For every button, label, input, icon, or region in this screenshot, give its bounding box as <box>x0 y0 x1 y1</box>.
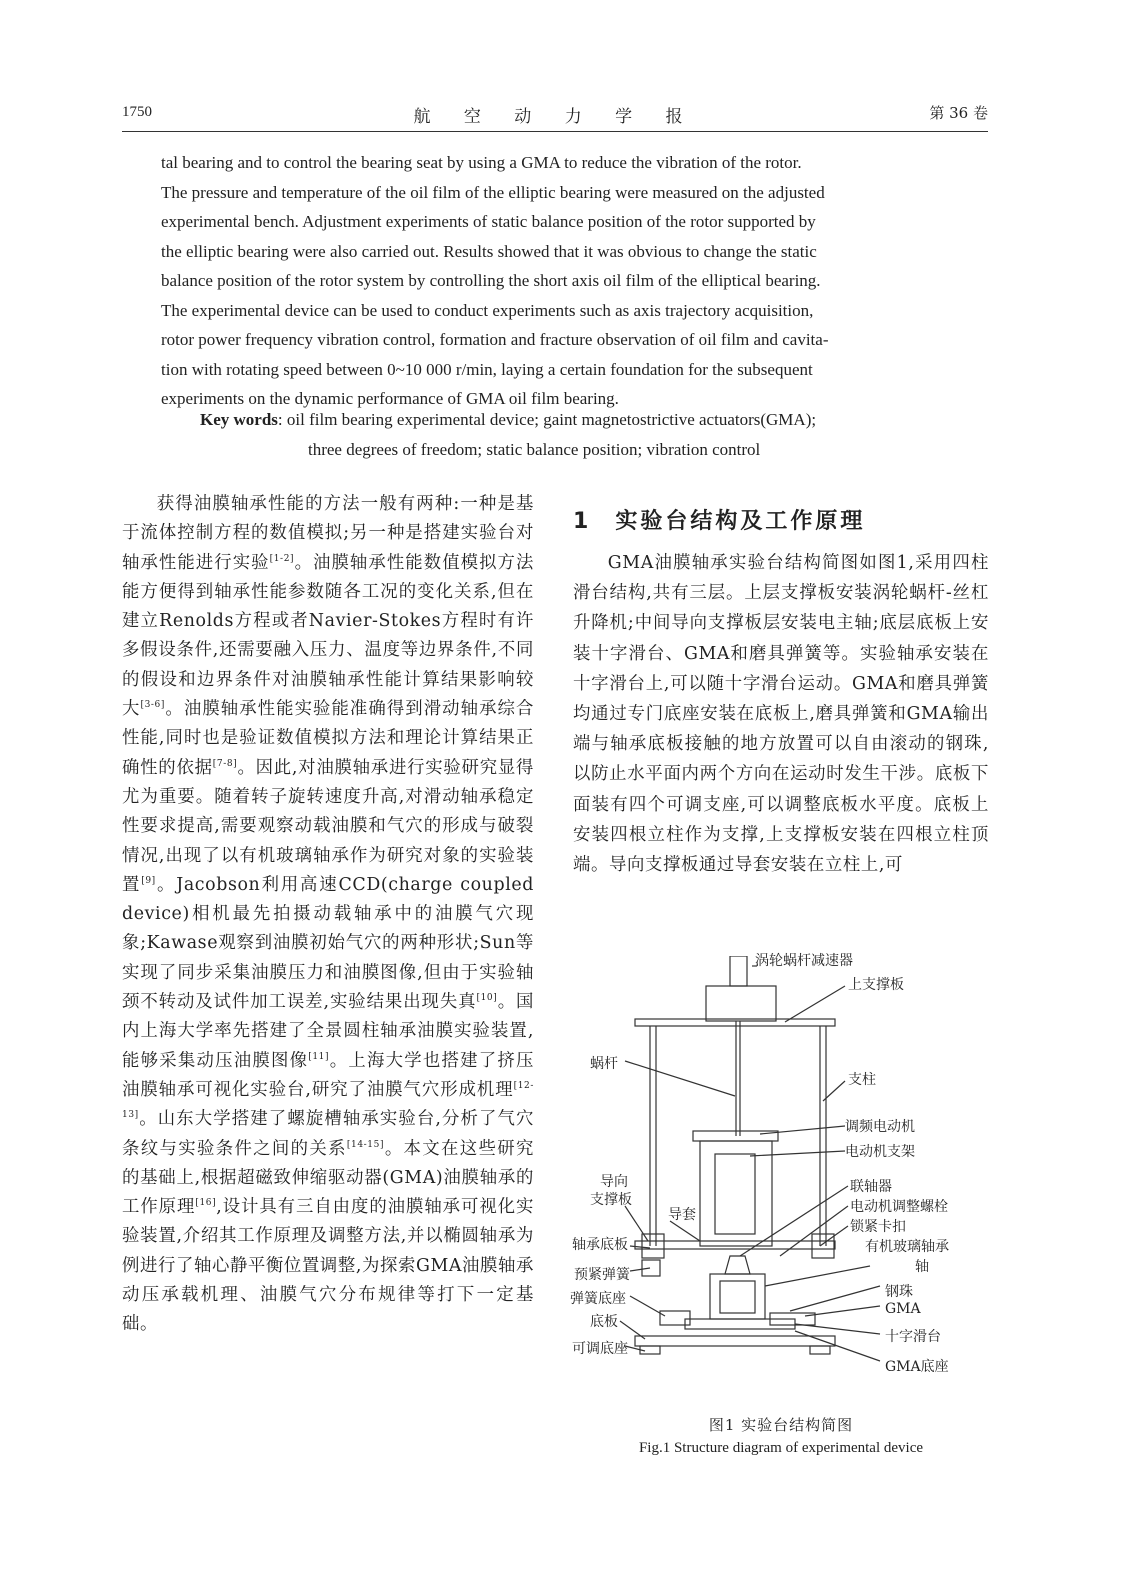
figure-caption-chinese: 图1 实验台结构简图 <box>708 1416 854 1434</box>
reducer-shaft <box>730 956 747 986</box>
keywords-line-1: : oil film bearing experimental device; gaint magnetostrictive actuators(GMA); <box>277 410 817 429</box>
figure-structure-diagram <box>570 953 990 1391</box>
label-glass-bearing-2: 轴 <box>915 1259 929 1275</box>
label-preload-spring: 预紧弹簧 <box>574 1267 630 1283</box>
leader-line <box>785 986 845 1022</box>
label-spring-base: 弹簧底座 <box>570 1291 626 1307</box>
guide-sleeve-right <box>812 1234 834 1258</box>
reducer-housing <box>706 986 776 1021</box>
abstract-line: experimental bench. Adjustment experiments of static balance position of the rotor supported by <box>161 212 816 231</box>
section-paragraph: GMA油膜轴承实验台结构简图如图1,采用四柱滑台结构,共有三层。上层支撑板安装涡轮蜗杆-丝杠升降机;中间导向支撑板层安装电主轴;底层底板上安装十字滑台、GMA和磨具弹簧等。实验轴承安装在十字滑台上,可以随十字滑台运动。GMA和磨具弹簧均通过专门底座安装在底板上,磨具弹簧和GMA输出端与轴承底板接触的地方放置可以自由滚动的钢珠,以防止水平面内两个方向在运动时发生干涉。底板下面装有四个可调支座,可以调整底板水平度。底板上安装四根立柱作为支撑,上支撑板安装在四根立柱顶端。导向支撑板通过导套安装在立柱上,可 <box>573 553 989 876</box>
leader-line <box>620 1321 645 1339</box>
text-run: 。Jacobson利用高速CCD(charge coupled device)相机最先拍摄动载轴承中的油膜气穴现象;Kawase观察到油膜初始气穴的两种形状;Sun等实现了同步采集油膜压力和油膜图像,但由于实验轴颈不转动及试件加工误差,实验结果出现失真 <box>122 874 534 1013</box>
journal-title: 航 空 动 力 学 报 <box>413 107 697 127</box>
abstract-line: The experimental device can be used to conduct experiments such as axis trajectory acquisition, <box>161 300 814 320</box>
leader-line <box>760 1126 845 1134</box>
label-steel-ball: 钢珠 <box>885 1284 913 1300</box>
leader-line <box>625 1206 648 1241</box>
label-top-plate: 上支撑板 <box>848 977 904 993</box>
label-motor-frame: 电动机支架 <box>845 1144 915 1160</box>
text-run: 获得油膜轴承性能的方法一般有两种:一种是基于流体控制方程的数值模拟;另一种是搭建实验台对轴承性能进行实验 <box>122 494 534 573</box>
label-guide-plate-2: 支撑板 <box>590 1192 632 1208</box>
label-glass-bearing: 有机玻璃轴承 <box>865 1239 949 1255</box>
motor-body <box>700 1141 772 1246</box>
leader-line <box>805 1306 880 1316</box>
keywords-label: Key words <box>200 410 278 429</box>
leader-line <box>750 1151 845 1156</box>
body-right-column <box>573 548 989 880</box>
text-run: 。上海大学也搭建了挤压油膜轴承可视化实验台,研究了油膜气穴形成机理 <box>122 1050 534 1100</box>
citation[interactable]: [12-13] <box>122 1081 534 1121</box>
guide-plate <box>635 1241 835 1249</box>
coupling-shape <box>725 1256 750 1274</box>
preload-spring-block <box>642 1260 660 1276</box>
top-plate <box>635 1019 835 1026</box>
citation[interactable]: [14-15] <box>346 1139 385 1150</box>
text-run: 。油膜轴承性能实验能准确得到滑动轴承综合性能,同时也是验证数值模拟方法和理论计算结果正确性的依据 <box>122 699 534 778</box>
adjustable-foot-right <box>810 1346 830 1354</box>
label-gma: GMA <box>885 1301 921 1317</box>
leader-line <box>670 1221 700 1241</box>
label-gma-base: GMA底座 <box>885 1359 949 1375</box>
label-cross-slide: 十字滑台 <box>885 1329 941 1345</box>
abstract-line: tion with rotating speed between 0~10 000 r/min, laying a certain foundation for the subsequent <box>161 359 813 379</box>
abstract-line: tal bearing and to control the bearing seat by using a GMA to reduce the vibration of the rotor. <box>161 153 802 172</box>
citation[interactable]: [3-6] <box>140 700 165 711</box>
label-lock-clip: 锁紧卡扣 <box>850 1219 906 1235</box>
text-run: 。因此,对油膜轴承进行实验研究显得尤为重要。随着转子旋转速度升高,对滑动轴承稳定性要求提高,需要观察动载油膜和气穴的形成与破裂情况,出现了以有机玻璃轴承作为研究对象的实验装置 <box>122 757 534 895</box>
citation[interactable]: [9] <box>141 876 156 887</box>
page-number: 1750 <box>122 104 152 120</box>
label-bearing-base: 轴承底板 <box>572 1237 628 1253</box>
text-run: 。油膜轴承性能数值模拟方法能方便得到轴承性能参数随各工况的变化关系,但在建立Renolds方程或者Navier-Stokes方程时有许多假设条件,还需要融入压力、温度等边界条件,不同的假设和边界条件对油膜轴承性能计算结果影响较大 <box>122 552 534 720</box>
leader-line <box>625 1346 645 1351</box>
keywords <box>200 405 960 465</box>
label-reducer: 涡轮蜗杆减速器 <box>755 953 853 969</box>
base-plate <box>635 1336 835 1346</box>
abstract-line: experiments on the dynamic performance of GMA oil film bearing. <box>161 389 619 408</box>
citation[interactable]: [11] <box>308 1051 330 1062</box>
leader-line <box>625 1061 735 1096</box>
leader-line <box>630 1268 650 1271</box>
section-number: 1 <box>573 509 592 534</box>
citation[interactable]: [10] <box>476 993 498 1004</box>
label-motor: 调频电动机 <box>845 1119 915 1135</box>
volume-label: 第 36 卷 <box>929 104 988 122</box>
running-header <box>122 100 988 130</box>
abstract-line: The pressure and temperature of the oil film of the elliptic bearing were measured on the adjusted <box>161 182 825 202</box>
header-rule <box>122 131 988 132</box>
label-adjust-bolt: 电动机调整螺栓 <box>850 1199 948 1215</box>
section-heading <box>573 504 865 535</box>
leader-line <box>765 1266 870 1286</box>
label-guide-sleeve: 导套 <box>668 1207 696 1223</box>
label-column: 支柱 <box>848 1072 876 1088</box>
label-adjustable-base: 可调底座 <box>572 1341 628 1357</box>
abstract-line: rotor power frequency vibration control, formation and fracture observation of oil film and cavita- <box>161 330 829 349</box>
motor-inner <box>715 1154 755 1234</box>
abstract-line: the elliptic bearing were also carried out. Results showed that it was obvious to change the static <box>161 241 817 261</box>
keywords-line-2: three degrees of freedom; static balance position; vibration control <box>308 440 761 459</box>
label-base-plate: 底板 <box>590 1314 618 1330</box>
figure-caption-english: Fig.1 Structure diagram of experimental device <box>638 1440 924 1456</box>
text-run: 。国内上海大学率先搭建了全景圆柱轴承油膜实验装置,能够采集动压油膜图像 <box>122 992 535 1071</box>
cross-slide <box>685 1319 795 1329</box>
label-coupling: 联轴器 <box>850 1179 892 1195</box>
leader-line <box>630 1246 650 1248</box>
label-worm: 蜗杆 <box>590 1056 618 1072</box>
body-left-column <box>122 490 534 1340</box>
label-guide-plate: 导向 <box>600 1174 628 1190</box>
abstract-english <box>161 148 951 414</box>
citation[interactable]: [1-2] <box>269 553 295 564</box>
abstract-line: balance position of the rotor system by controlling the short axis oil film of the elliptical bearing. <box>161 271 821 290</box>
intro-paragraph <box>122 490 534 1340</box>
citation[interactable]: [7-8] <box>212 758 238 769</box>
leader-line <box>795 1324 880 1334</box>
text-run: 。山东大学搭建了螺旋槽轴承实验台,分析了气穴条纹与实验条件之间的关系 <box>122 1109 534 1159</box>
bearing-journal <box>720 1281 755 1313</box>
section-title: 实验台结构及工作原理 <box>615 509 866 534</box>
text-run: ,设计具有三自由度的油膜轴承可视化实验装置,介绍其工作原理及调整方法,并以椭圆轴承为例进行了轴心静平衡位置调整,为探索GMA油膜轴承动压承载机理、油膜气穴分布规律等打下一定基础。 <box>122 1197 535 1335</box>
leader-line <box>630 1296 665 1316</box>
citation[interactable]: [16] <box>195 1198 217 1209</box>
text-run: 。本文在这些研究的基础上,根据超磁致伸缩驱动器(GMA)油膜轴承的工作原理 <box>122 1138 534 1218</box>
